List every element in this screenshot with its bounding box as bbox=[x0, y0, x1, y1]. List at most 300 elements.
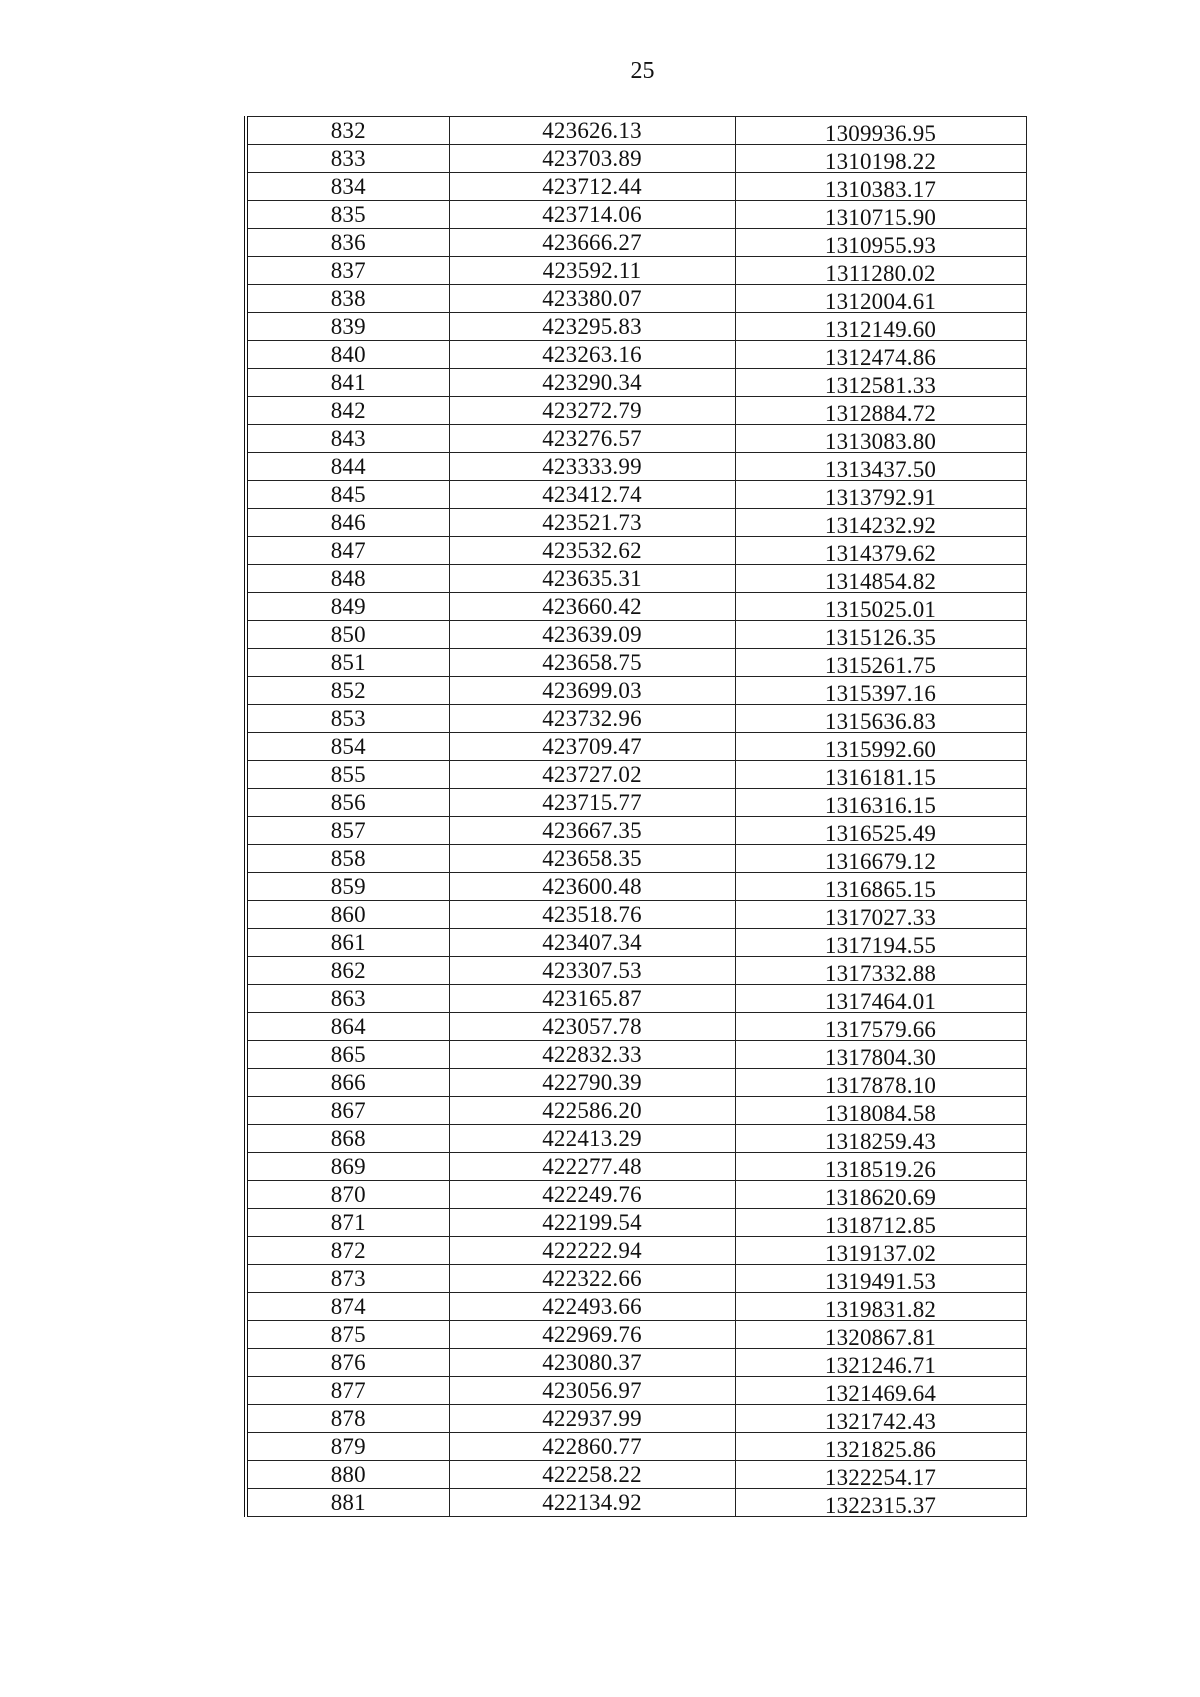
y-coordinate-cell bbox=[735, 1125, 1026, 1153]
y-coordinate-cell bbox=[735, 397, 1026, 425]
x-coordinate-cell bbox=[449, 1237, 735, 1265]
cell-text: 861 bbox=[330, 929, 366, 955]
cell-text: 835 bbox=[330, 201, 366, 227]
y-coordinate-cell bbox=[735, 1433, 1026, 1461]
point-number-cell bbox=[248, 817, 449, 845]
coordinates-table-body bbox=[248, 117, 1026, 1517]
x-coordinate-cell bbox=[449, 901, 735, 929]
x-coordinate-cell bbox=[449, 117, 735, 145]
x-coordinate-cell bbox=[449, 957, 735, 985]
point-number-cell bbox=[248, 453, 449, 481]
cell-text: 1311280.02 bbox=[825, 260, 936, 286]
cell-text: 422493.66 bbox=[542, 1293, 642, 1319]
cell-text: 1314232.92 bbox=[824, 512, 937, 538]
cell-text: 1318259.43 bbox=[824, 1128, 937, 1154]
table-row bbox=[248, 1433, 1026, 1461]
point-number-cell bbox=[248, 1069, 449, 1097]
cell-text: 1316865.15 bbox=[824, 876, 937, 902]
cell-text: 422860.77 bbox=[542, 1433, 642, 1459]
cell-text: 1310715.90 bbox=[824, 204, 937, 230]
cell-text: 839 bbox=[330, 313, 366, 339]
cell-text: 881 bbox=[330, 1489, 366, 1515]
cell-text: 1313083.80 bbox=[824, 428, 937, 454]
y-coordinate-cell bbox=[735, 761, 1026, 789]
cell-text: 423635.31 bbox=[542, 565, 642, 591]
y-coordinate-cell bbox=[735, 1405, 1026, 1433]
point-number-cell bbox=[248, 845, 449, 873]
x-coordinate-cell bbox=[449, 817, 735, 845]
cell-text: 1312004.61 bbox=[824, 288, 937, 314]
x-coordinate-cell bbox=[449, 929, 735, 957]
x-coordinate-cell bbox=[449, 201, 735, 229]
cell-text: 1315397.16 bbox=[824, 680, 937, 706]
cell-text: 1317027.33 bbox=[824, 904, 937, 930]
table-row bbox=[248, 649, 1026, 677]
y-coordinate-cell bbox=[735, 957, 1026, 985]
cell-text: 1316316.15 bbox=[824, 792, 937, 818]
x-coordinate-cell bbox=[449, 1125, 735, 1153]
table-row bbox=[248, 1069, 1026, 1097]
cell-text: 1319831.82 bbox=[824, 1296, 937, 1322]
cell-text: 1315636.83 bbox=[824, 708, 937, 734]
cell-text: 877 bbox=[330, 1377, 366, 1403]
cell-text: 833 bbox=[330, 145, 366, 171]
cell-text: 422277.48 bbox=[542, 1153, 642, 1179]
y-coordinate-cell bbox=[735, 285, 1026, 313]
y-coordinate-cell bbox=[735, 1041, 1026, 1069]
point-number-cell bbox=[248, 285, 449, 313]
x-coordinate-cell bbox=[449, 285, 735, 313]
point-number-cell bbox=[248, 117, 449, 145]
table-row bbox=[248, 733, 1026, 761]
y-coordinate-cell bbox=[735, 257, 1026, 285]
y-coordinate-cell bbox=[735, 1069, 1026, 1097]
table-row bbox=[248, 1321, 1026, 1349]
table-row bbox=[248, 873, 1026, 901]
cell-text: 1317194.55 bbox=[824, 932, 937, 958]
table-row bbox=[248, 1125, 1026, 1153]
cell-text: 423666.27 bbox=[542, 229, 642, 255]
x-coordinate-cell bbox=[449, 173, 735, 201]
cell-text: 1313437.50 bbox=[824, 456, 937, 482]
table-row bbox=[248, 621, 1026, 649]
cell-text: 846 bbox=[330, 509, 366, 535]
cell-text: 1315261.75 bbox=[824, 652, 937, 678]
cell-text: 878 bbox=[330, 1405, 366, 1431]
point-number-cell bbox=[248, 1041, 449, 1069]
point-number-cell bbox=[248, 873, 449, 901]
cell-text: 1310955.93 bbox=[824, 232, 937, 258]
cell-text: 1317804.30 bbox=[824, 1044, 937, 1070]
cell-text: 422969.76 bbox=[542, 1321, 642, 1347]
x-coordinate-cell bbox=[449, 453, 735, 481]
table-row bbox=[248, 1405, 1026, 1433]
table-row bbox=[248, 929, 1026, 957]
cell-text: 1315025.01 bbox=[824, 596, 937, 622]
point-number-cell bbox=[248, 649, 449, 677]
x-coordinate-cell bbox=[449, 1377, 735, 1405]
cell-text: 862 bbox=[330, 957, 366, 983]
point-number-cell bbox=[248, 1405, 449, 1433]
cell-text: 847 bbox=[330, 537, 366, 563]
x-coordinate-cell bbox=[449, 481, 735, 509]
cell-text: 1310383.17 bbox=[824, 176, 937, 202]
table-row bbox=[248, 1461, 1026, 1489]
cell-text: 848 bbox=[330, 565, 366, 591]
y-coordinate-cell bbox=[735, 173, 1026, 201]
cell-text: 859 bbox=[330, 873, 366, 899]
point-number-cell bbox=[248, 621, 449, 649]
table-row bbox=[248, 313, 1026, 341]
cell-text: 423263.16 bbox=[542, 341, 642, 367]
y-coordinate-cell bbox=[735, 929, 1026, 957]
table-row bbox=[248, 1489, 1026, 1517]
point-number-cell bbox=[248, 1489, 449, 1517]
cell-text: 1321246.71 bbox=[824, 1352, 937, 1378]
cell-text: 874 bbox=[330, 1293, 366, 1319]
table-row bbox=[248, 565, 1026, 593]
cell-text: 853 bbox=[330, 705, 366, 731]
table-row bbox=[248, 1181, 1026, 1209]
table-row bbox=[248, 257, 1026, 285]
x-coordinate-cell bbox=[449, 1461, 735, 1489]
point-number-cell bbox=[248, 145, 449, 173]
cell-text: 423518.76 bbox=[542, 901, 642, 927]
y-coordinate-cell bbox=[735, 985, 1026, 1013]
cell-text: 864 bbox=[330, 1013, 366, 1039]
table-row bbox=[248, 1097, 1026, 1125]
x-coordinate-cell bbox=[449, 985, 735, 1013]
x-coordinate-cell bbox=[449, 873, 735, 901]
table-row bbox=[248, 201, 1026, 229]
cell-text: 1317464.01 bbox=[824, 988, 937, 1014]
cell-text: 422790.39 bbox=[542, 1069, 642, 1095]
cell-text: 880 bbox=[330, 1461, 366, 1487]
y-coordinate-cell bbox=[735, 1293, 1026, 1321]
y-coordinate-cell bbox=[735, 1321, 1026, 1349]
y-coordinate-cell bbox=[735, 733, 1026, 761]
y-coordinate-cell bbox=[735, 565, 1026, 593]
x-coordinate-cell bbox=[449, 761, 735, 789]
x-coordinate-cell bbox=[449, 1209, 735, 1237]
cell-text: 423272.79 bbox=[542, 397, 642, 423]
cell-text: 842 bbox=[330, 397, 366, 423]
cell-text: 1315992.60 bbox=[824, 736, 937, 762]
x-coordinate-cell bbox=[449, 789, 735, 817]
y-coordinate-cell bbox=[735, 1461, 1026, 1489]
cell-text: 1310198.22 bbox=[824, 148, 937, 174]
point-number-cell bbox=[248, 761, 449, 789]
point-number-cell bbox=[248, 1013, 449, 1041]
table-row bbox=[248, 425, 1026, 453]
point-number-cell bbox=[248, 789, 449, 817]
cell-text: 1318519.26 bbox=[824, 1156, 937, 1182]
point-number-cell bbox=[248, 1321, 449, 1349]
cell-text: 855 bbox=[330, 761, 366, 787]
cell-text: 841 bbox=[330, 369, 366, 395]
y-coordinate-cell bbox=[735, 1237, 1026, 1265]
table-row bbox=[248, 761, 1026, 789]
cell-text: 423532.62 bbox=[542, 537, 642, 563]
table-row bbox=[248, 481, 1026, 509]
x-coordinate-cell bbox=[449, 313, 735, 341]
x-coordinate-cell bbox=[449, 593, 735, 621]
y-coordinate-cell bbox=[735, 313, 1026, 341]
point-number-cell bbox=[248, 565, 449, 593]
table-row bbox=[248, 1153, 1026, 1181]
x-coordinate-cell bbox=[449, 733, 735, 761]
x-coordinate-cell bbox=[449, 621, 735, 649]
cell-text: 1318084.58 bbox=[824, 1100, 937, 1126]
table-row bbox=[248, 1349, 1026, 1377]
cell-text: 865 bbox=[330, 1041, 366, 1067]
cell-text: 423660.42 bbox=[542, 593, 642, 619]
cell-text: 868 bbox=[330, 1125, 366, 1151]
table-row bbox=[248, 705, 1026, 733]
y-coordinate-cell bbox=[735, 1265, 1026, 1293]
cell-text: 422222.94 bbox=[542, 1237, 642, 1263]
y-coordinate-cell bbox=[735, 677, 1026, 705]
x-coordinate-cell bbox=[449, 509, 735, 537]
cell-text: 844 bbox=[330, 453, 366, 479]
table-row bbox=[248, 677, 1026, 705]
cell-text: 873 bbox=[330, 1265, 366, 1291]
cell-text: 423521.73 bbox=[542, 509, 642, 535]
y-coordinate-cell bbox=[735, 1377, 1026, 1405]
point-number-cell bbox=[248, 173, 449, 201]
cell-text: 422832.33 bbox=[542, 1041, 642, 1067]
x-coordinate-cell bbox=[449, 1405, 735, 1433]
y-coordinate-cell bbox=[735, 1181, 1026, 1209]
y-coordinate-cell bbox=[735, 1349, 1026, 1377]
cell-text: 850 bbox=[330, 621, 366, 647]
cell-text: 1317878.10 bbox=[824, 1072, 937, 1098]
point-number-cell bbox=[248, 397, 449, 425]
y-coordinate-cell bbox=[735, 1489, 1026, 1517]
table-row bbox=[248, 789, 1026, 817]
cell-text: 840 bbox=[330, 341, 366, 367]
x-coordinate-cell bbox=[449, 1293, 735, 1321]
table-row bbox=[248, 341, 1026, 369]
point-number-cell bbox=[248, 425, 449, 453]
cell-text: 422937.99 bbox=[542, 1405, 642, 1431]
cell-text: 845 bbox=[330, 481, 366, 507]
cell-text: 422322.66 bbox=[542, 1265, 642, 1291]
cell-text: 422199.54 bbox=[542, 1209, 642, 1235]
cell-text: 423658.75 bbox=[542, 649, 642, 675]
cell-text: 423057.78 bbox=[542, 1013, 642, 1039]
point-number-cell bbox=[248, 1377, 449, 1405]
cell-text: 423080.37 bbox=[542, 1349, 642, 1375]
table-row bbox=[248, 229, 1026, 257]
cell-text: 1316181.15 bbox=[824, 764, 937, 790]
cell-text: 867 bbox=[330, 1097, 366, 1123]
cell-text: 423626.13 bbox=[542, 117, 642, 143]
cell-text: 423407.34 bbox=[542, 929, 642, 955]
point-number-cell bbox=[248, 229, 449, 257]
x-coordinate-cell bbox=[449, 1489, 735, 1517]
y-coordinate-cell bbox=[735, 1153, 1026, 1181]
cell-text: 1319137.02 bbox=[824, 1240, 937, 1266]
x-coordinate-cell bbox=[449, 1013, 735, 1041]
y-coordinate-cell bbox=[735, 369, 1026, 397]
y-coordinate-cell bbox=[735, 873, 1026, 901]
cell-text: 849 bbox=[330, 593, 366, 619]
cell-text: 834 bbox=[330, 173, 366, 199]
cell-text: 423307.53 bbox=[542, 957, 642, 983]
point-number-cell bbox=[248, 1461, 449, 1489]
cell-text: 422413.29 bbox=[542, 1125, 642, 1151]
y-coordinate-cell bbox=[735, 649, 1026, 677]
x-coordinate-cell bbox=[449, 1153, 735, 1181]
x-coordinate-cell bbox=[449, 1433, 735, 1461]
point-number-cell bbox=[248, 369, 449, 397]
y-coordinate-cell bbox=[735, 425, 1026, 453]
cell-text: 856 bbox=[330, 789, 366, 815]
cell-text: 423412.74 bbox=[542, 481, 642, 507]
cell-text: 858 bbox=[330, 845, 366, 871]
y-coordinate-cell bbox=[735, 341, 1026, 369]
table-row bbox=[248, 1377, 1026, 1405]
x-coordinate-cell bbox=[449, 369, 735, 397]
x-coordinate-cell bbox=[449, 397, 735, 425]
cell-text: 860 bbox=[330, 901, 366, 927]
point-number-cell bbox=[248, 1237, 449, 1265]
cell-text: 866 bbox=[330, 1069, 366, 1095]
cell-text: 423658.35 bbox=[542, 845, 642, 871]
x-coordinate-cell bbox=[449, 229, 735, 257]
x-coordinate-cell bbox=[449, 257, 735, 285]
table-row bbox=[248, 817, 1026, 845]
cell-text: 1322315.37 bbox=[824, 1492, 937, 1518]
point-number-cell bbox=[248, 1349, 449, 1377]
cell-text: 423333.99 bbox=[542, 453, 642, 479]
point-number-cell bbox=[248, 481, 449, 509]
cell-text: 1312884.72 bbox=[824, 400, 937, 426]
cell-text: 423727.02 bbox=[542, 761, 642, 787]
cell-text: 422249.76 bbox=[542, 1181, 642, 1207]
table-row bbox=[248, 1265, 1026, 1293]
cell-text: 871 bbox=[330, 1209, 366, 1235]
cell-text: 422134.92 bbox=[542, 1489, 642, 1515]
x-coordinate-cell bbox=[449, 705, 735, 733]
cell-text: 857 bbox=[330, 817, 366, 843]
y-coordinate-cell bbox=[735, 537, 1026, 565]
x-coordinate-cell bbox=[449, 1265, 735, 1293]
x-coordinate-cell bbox=[449, 1321, 735, 1349]
point-number-cell bbox=[248, 1209, 449, 1237]
cell-text: 876 bbox=[330, 1349, 366, 1375]
x-coordinate-cell bbox=[449, 565, 735, 593]
y-coordinate-cell bbox=[735, 453, 1026, 481]
cell-text: 423056.97 bbox=[542, 1377, 642, 1403]
cell-text: 879 bbox=[330, 1433, 366, 1459]
cell-text: 1319491.53 bbox=[824, 1268, 937, 1294]
page-number: 25 bbox=[630, 58, 655, 84]
table-row bbox=[248, 285, 1026, 313]
point-number-cell bbox=[248, 201, 449, 229]
x-coordinate-cell bbox=[449, 537, 735, 565]
table-row bbox=[248, 537, 1026, 565]
x-coordinate-cell bbox=[449, 1349, 735, 1377]
cell-text: 875 bbox=[330, 1321, 366, 1347]
cell-text: 423276.57 bbox=[542, 425, 642, 451]
table-row bbox=[248, 1293, 1026, 1321]
cell-text: 423290.34 bbox=[542, 369, 642, 395]
point-number-cell bbox=[248, 705, 449, 733]
point-number-cell bbox=[248, 257, 449, 285]
cell-text: 852 bbox=[330, 677, 366, 703]
y-coordinate-cell bbox=[735, 593, 1026, 621]
cell-text: 1314854.82 bbox=[824, 568, 937, 594]
point-number-cell bbox=[248, 341, 449, 369]
point-number-cell bbox=[248, 929, 449, 957]
y-coordinate-cell bbox=[735, 1209, 1026, 1237]
point-number-cell bbox=[248, 593, 449, 621]
y-coordinate-cell bbox=[735, 817, 1026, 845]
x-coordinate-cell bbox=[449, 1181, 735, 1209]
y-coordinate-cell bbox=[735, 509, 1026, 537]
table-row bbox=[248, 593, 1026, 621]
table-row bbox=[248, 173, 1026, 201]
cell-text: 423714.06 bbox=[542, 201, 642, 227]
y-coordinate-cell bbox=[735, 621, 1026, 649]
y-coordinate-cell bbox=[735, 901, 1026, 929]
x-coordinate-cell bbox=[449, 1069, 735, 1097]
cell-text: 1318712.85 bbox=[824, 1212, 937, 1238]
cell-text: 423699.03 bbox=[542, 677, 642, 703]
cell-text: 1315126.35 bbox=[824, 624, 937, 650]
table-row bbox=[248, 845, 1026, 873]
cell-text: 1312149.60 bbox=[824, 316, 937, 342]
cell-text: 1321825.86 bbox=[824, 1436, 937, 1462]
cell-text: 423667.35 bbox=[542, 817, 642, 843]
y-coordinate-cell bbox=[735, 845, 1026, 873]
point-number-cell bbox=[248, 1097, 449, 1125]
cell-text: 870 bbox=[330, 1181, 366, 1207]
cell-text: 836 bbox=[330, 229, 366, 255]
x-coordinate-cell bbox=[449, 425, 735, 453]
table-row bbox=[248, 901, 1026, 929]
cell-text: 423709.47 bbox=[542, 733, 642, 759]
point-number-cell bbox=[248, 957, 449, 985]
cell-text: 423732.96 bbox=[542, 705, 642, 731]
x-coordinate-cell bbox=[449, 845, 735, 873]
cell-text: 423592.11 bbox=[542, 257, 642, 283]
point-number-cell bbox=[248, 1181, 449, 1209]
cell-text: 423165.87 bbox=[542, 985, 642, 1011]
point-number-cell bbox=[248, 1433, 449, 1461]
cell-text: 1320867.81 bbox=[824, 1324, 937, 1350]
coordinates-table-container bbox=[244, 116, 1026, 1517]
cell-text: 1318620.69 bbox=[824, 1184, 937, 1210]
cell-text: 422586.20 bbox=[542, 1097, 642, 1123]
cell-text: 1316679.12 bbox=[824, 848, 937, 874]
y-coordinate-cell bbox=[735, 1013, 1026, 1041]
cell-text: 1322254.17 bbox=[824, 1464, 937, 1490]
x-coordinate-cell bbox=[449, 341, 735, 369]
point-number-cell bbox=[248, 677, 449, 705]
point-number-cell bbox=[248, 1293, 449, 1321]
table-row bbox=[248, 985, 1026, 1013]
cell-text: 423380.07 bbox=[542, 285, 642, 311]
cell-text: 869 bbox=[330, 1153, 366, 1179]
table-row bbox=[248, 117, 1026, 145]
point-number-cell bbox=[248, 733, 449, 761]
y-coordinate-cell bbox=[735, 229, 1026, 257]
point-number-cell bbox=[248, 901, 449, 929]
y-coordinate-cell bbox=[735, 481, 1026, 509]
